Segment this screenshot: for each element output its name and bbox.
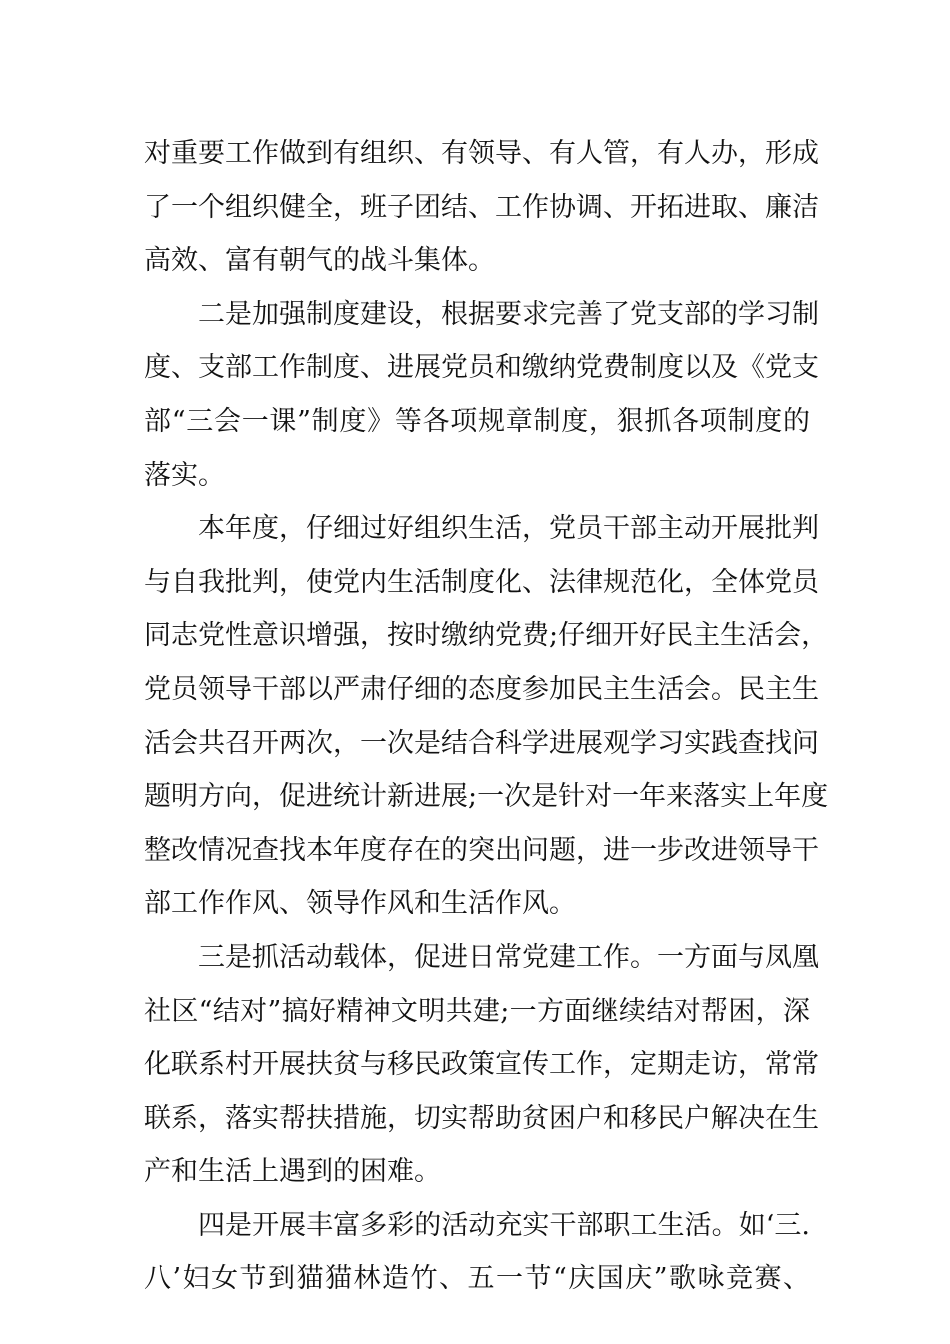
text-line: 活会共召开两次，一次是结合科学进展观学习实践查找问 <box>144 727 819 759</box>
paragraph <box>144 288 819 502</box>
text-line: 度、支部工作制度、进展党员和缴纳党费制度以及《党支 <box>144 352 819 384</box>
paragraph <box>144 127 819 288</box>
text-line: 部工作作风、领导作风和生活作风。 <box>144 888 576 920</box>
document-body <box>144 127 829 1306</box>
text-line: 化联系村开展扶贫与移民政策宣传工作，定期走访，常常 <box>144 1049 819 1081</box>
text-line: 八’妇女节到猫猫林造竹、五一节“庆国庆”歌咏竞赛、 <box>144 1263 810 1295</box>
paragraph <box>144 502 829 931</box>
text-line: 三是抓活动载体，促进日常党建工作。一方面与凤凰 <box>198 941 819 973</box>
text-line: 与自我批判，使党内生活制度化、法律规范化，全体党员 <box>144 566 819 598</box>
text-line: 高效、富有朝气的战斗集体。 <box>144 245 495 277</box>
text-line: 党员领导干部以严肃仔细的态度参加民主生活会。民主生 <box>144 673 819 705</box>
paragraph <box>144 1199 810 1306</box>
text-line: 落实。 <box>144 459 225 491</box>
text-line: 了一个组织健全，班子团结、工作协调、开拓进取、廉洁 <box>144 191 819 223</box>
text-line: 题明方向，促进统计新进展;一次是针对一年来落实上年度 <box>144 781 829 813</box>
paragraph <box>144 931 819 1199</box>
text-line: 本年度，仔细过好组织生活，党员干部主动开展批判 <box>198 513 819 545</box>
text-line: 社区“结对”搞好精神文明共建;一方面继续结对帮困，深 <box>144 995 810 1027</box>
text-line: 产和生活上遇到的困难。 <box>144 1156 441 1188</box>
text-line: 四是开展丰富多彩的活动充实干部职工生活。如‘三. <box>198 1209 810 1241</box>
text-line: 联系，落实帮扶措施，切实帮助贫困户和移民户解决在生 <box>144 1102 819 1134</box>
text-line: 部“三会一课”制度》等各项规章制度，狠抓各项制度的 <box>144 405 810 437</box>
text-line: 二是加强制度建设，根据要求完善了党支部的学习制 <box>198 298 819 330</box>
text-line: 整改情况查找本年度存在的突出问题，进一步改进领导干 <box>144 834 819 866</box>
text-line: 同志党性意识增强，按时缴纳党费;仔细开好民主生活会， <box>144 620 829 652</box>
text-line: 对重要工作做到有组织、有领导、有人管，有人办，形成 <box>144 138 819 169</box>
